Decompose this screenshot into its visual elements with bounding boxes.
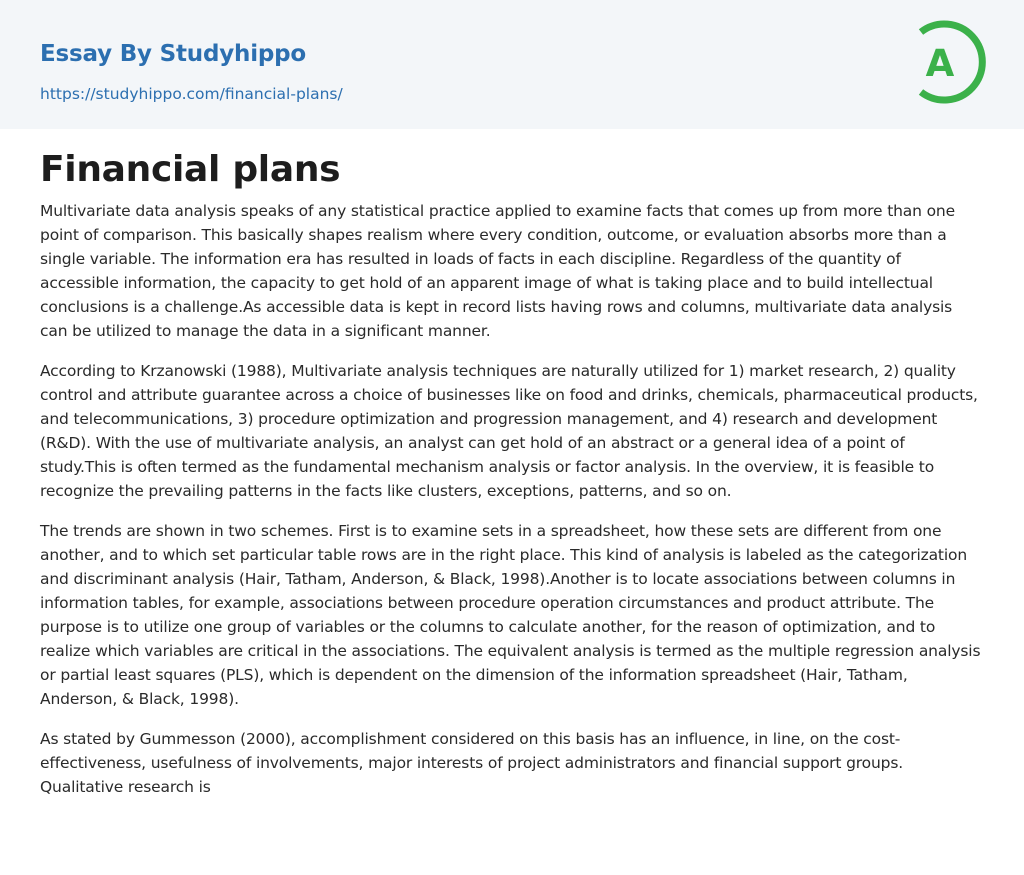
paragraph-1: Multivariate data analysis speaks of any statistical practice applied to examine facts that comes up from more than one point of comparison. This basically shapes realism where every condition, outcome, or evaluation absorbs more than a single variable. The information era has resulted in loads of facts in each discipline. Regardless of the quantity of accessible information, the capacity to get hold of an apparent image of what is taking place and to build intellectual conclusions is a challenge.As accessible data is kept in record lists having rows and columns, multivariate data analysis can be utilized to manage the data in a significant manner. xyxy=(40,202,955,340)
article-url-link[interactable]: https://studyhippo.com/financial-plans/ xyxy=(40,85,343,103)
brand-title: Essay By Studyhippo xyxy=(40,41,307,67)
paragraph-3: The trends are shown in two schemes. First is to examine sets in a spreadsheet, how these sets are different from one another, and to which set particular table rows are in the right place. This kind of analysis is labeled as the categorization and discriminant analysis (Hair, Tatham, Anderson, & Black, 1998).Another is to locate associations between columns in information tables, for example, associations between procedure operation circumstances and product attribute. The purpose is to utilize one group of variables or the columns to calculate another, for the reason of optimization, and to realize which variables are critical in the associations. The equivalent analysis is termed as the multiple regression analysis or partial least squares (PLS), which is dependent on the dimension of the information spreadsheet (Hair, Tatham, Anderson, & Black, 1998). xyxy=(40,522,981,708)
logo-letter: A xyxy=(925,42,955,85)
article-body xyxy=(0,129,1024,799)
paragraph-4: As stated by Gummesson (2000), accomplishment considered on this basis has an influence, in line, on the cost-effectiveness, usefulness of involvements, major interests of project administrators and financial support groups. Qualitative research is xyxy=(40,730,904,796)
page-title: Financial plans xyxy=(40,149,341,190)
paragraph-2: According to Krzanowski (1988), Multivariate analysis techniques are naturally utilized for 1) market research, 2) quality control and attribute guarantee across a choice of businesses like on food and drinks, chemicals, pharmaceutical products, and telecommunications, 3) procedure optimization and progression management, and 4) research and development (R&D). With the use of multivariate analysis, an analyst can get hold of an abstract or a general idea of a point of study.This is often termed as the fundamental mechanism analysis or factor analysis. In the overview, it is feasible to recognize the prevailing patterns in the facts like clusters, exceptions, patterns, and so on. xyxy=(40,362,978,500)
studyhippo-logo-icon[interactable] xyxy=(912,19,986,105)
site-header xyxy=(0,0,1024,129)
